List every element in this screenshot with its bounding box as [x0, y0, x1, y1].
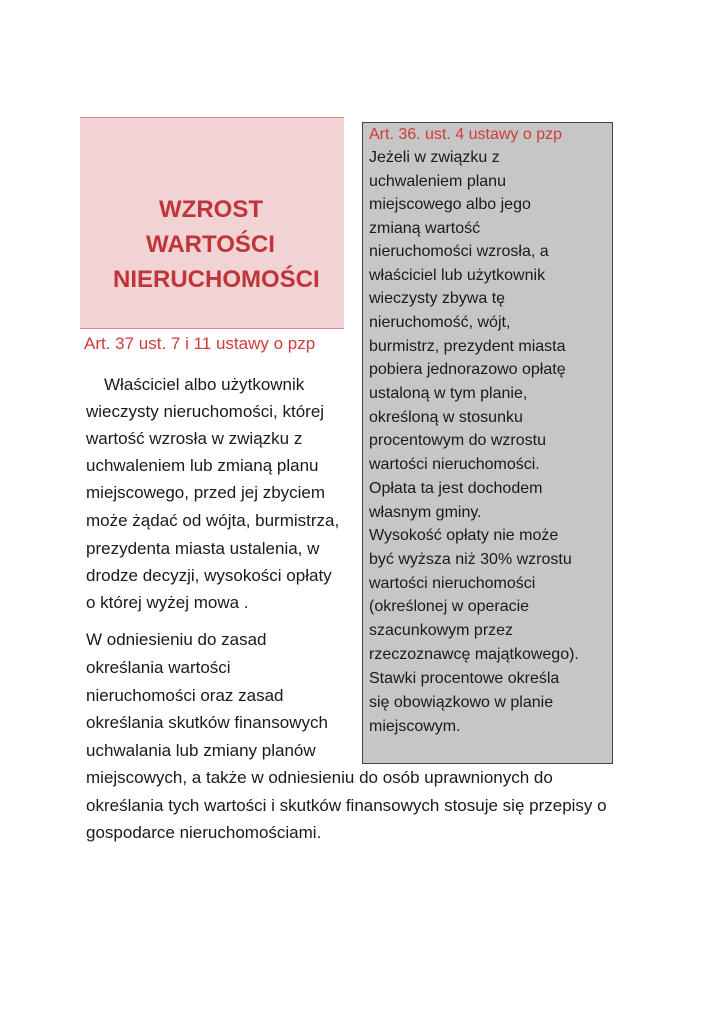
text-line: Wysokość opłaty nie może — [369, 527, 559, 544]
text-line: określania tych wartości i skutków finansowych stosuje się przepisy o — [86, 796, 607, 815]
text-line: ustaloną w tym planie, — [369, 385, 528, 402]
text-line: nieruchomość, wójt, — [369, 314, 511, 331]
text-line: być wyższa niż 30% wzrostu — [369, 551, 572, 568]
text-line: wartości nieruchomości. — [369, 456, 540, 473]
text-line: określoną w stosunku — [369, 409, 523, 426]
text-line: szacunkowym przez — [369, 622, 514, 639]
text-line: prezydenta miasta ustalenia, w — [86, 539, 320, 558]
text-line: pobiera jednorazowo opłatę — [369, 361, 566, 378]
text-line: zmianą wartość — [369, 220, 481, 237]
text-line: gospodarce nieruchomościami. — [86, 823, 322, 842]
title-line-3: NIERUCHOMOŚCI — [113, 266, 320, 293]
text-line: właściciel lub użytkownik — [369, 267, 546, 284]
title-line-1: WZROST — [159, 196, 263, 223]
text-line: określania wartości — [86, 658, 231, 677]
text-line: określania skutków finansowych — [86, 713, 328, 732]
text-line: wartość wzrosła w związku z — [86, 429, 303, 448]
text-line: miejscowym. — [369, 718, 461, 735]
title-line-2: WARTOŚCI — [146, 231, 275, 258]
text-line: drodze decyzji, wysokości opłaty — [86, 566, 332, 585]
text-line: rzeczoznawcę majątkowego). — [369, 646, 579, 663]
text-line: W odniesieniu do zasad — [86, 630, 267, 649]
text-line: o której wyżej mowa . — [86, 593, 249, 612]
text-line: Opłata ta jest dochodem — [369, 480, 543, 497]
text-line: miejscowego, przed jej zbyciem — [86, 483, 326, 502]
right-article-heading: Art. 36. ust. 4 ustawy o pzp — [369, 126, 562, 143]
text-line: procentowym do wzrostu — [369, 432, 546, 449]
text-line: uchwaleniem planu — [369, 173, 506, 190]
text-line: miejscowych, a także w odniesieniu do osób uprawnionych do — [86, 768, 553, 787]
text-line: się obowiązkowo w planie — [369, 694, 554, 711]
text-line: wartości nieruchomości — [369, 575, 536, 592]
text-line: (określonej w operacie — [369, 598, 530, 615]
text-line: Jeżeli w związku z — [369, 149, 500, 166]
text-line: uchwaleniem lub zmianą planu — [86, 456, 319, 475]
left-article-heading: Art. 37 ust. 7 i 11 ustawy o pzp — [84, 334, 316, 353]
text-line: nieruchomości wzrosła, a — [369, 243, 549, 260]
text-line: może żądać od wójta, burmistrza, — [86, 511, 340, 530]
text-line: wieczysty nieruchomości, której — [86, 402, 325, 421]
text-line: nieruchomości oraz zasad — [86, 686, 284, 705]
text-line: burmistrz, prezydent miasta — [369, 338, 566, 355]
text-line: Właściciel albo użytkownik — [104, 375, 305, 394]
text-line: miejscowego albo jego — [369, 196, 531, 213]
text-line: uchwalania lub zmiany planów — [86, 741, 316, 760]
text-line: wieczysty zbywa tę — [369, 290, 506, 307]
text-line: Stawki procentowe określa — [369, 670, 560, 687]
text-line: własnym gminy. — [369, 504, 482, 521]
